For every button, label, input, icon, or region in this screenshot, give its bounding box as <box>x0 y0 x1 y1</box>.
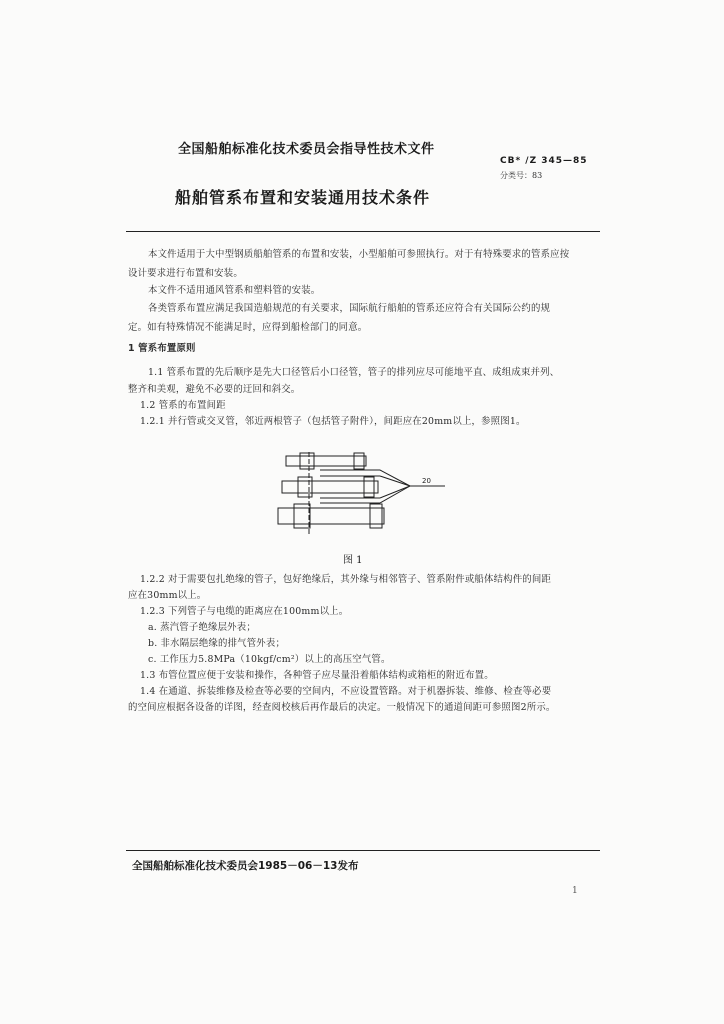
clause-1-2-3-heading: 1.2.3 下列管子与电缆的距离应在100mm以上。 <box>140 606 349 617</box>
classification-number: 分类号：83 <box>500 171 543 180</box>
footer-rule <box>126 850 600 851</box>
clause-1-2-heading: 1.2 管系的布置间距 <box>140 400 226 411</box>
header-rule <box>126 231 600 232</box>
clause-1-2-2-line-2: 应在30mm以上。 <box>128 590 207 601</box>
clause-1-2-3-item-b: b. 非水隔层绝缘的排气管外表； <box>148 638 286 649</box>
publication-footer: 全国船舶标准化技术委员会1985－06－13发布 <box>132 860 359 872</box>
page-number: 1 <box>572 886 578 896</box>
clause-1-1-line-1: 1.1 管系布置的先后顺序是先大口径管后小口径管，管子的排列应尽可能地平直、成组成束并列、 <box>148 367 560 378</box>
clause-1-4-line-2: 的空间应根据各设备的详图，经查阅校核后再作最后的决定。一般情况下的通道间距可参照图2所示。 <box>128 702 556 713</box>
intro-paragraph-3-line-2: 定。如有特殊情况不能满足时，应得到船检部门的同意。 <box>128 322 368 333</box>
clause-1-2-3-item-a: a. 蒸汽管子绝缘层外表； <box>148 622 256 633</box>
intro-paragraph-1-line-1: 本文件适用于大中型钢质船舶管系的布置和安装，小型船舶可参照执行。对于有特殊要求的管系应按 <box>148 249 570 260</box>
pipe-2-flange <box>298 477 312 497</box>
intro-paragraph-1-line-2: 设计要求进行布置和安装。 <box>128 268 243 279</box>
clause-1-2-1: 1.2.1 并行管或交叉管，邻近两根管子（包括管子附件），间距应在20mm以上，参照图1。 <box>140 416 526 427</box>
clause-1-2-3-item-c: c. 工作压力5.8MPa（10kgf/cm²）以上的高压空气管。 <box>148 654 391 665</box>
clause-1-3: 1.3 布管位置应便于安装和操作，各种管子应尽量沿着船体结构或箱柜的附近布置。 <box>140 670 494 681</box>
section-1-heading: 1 管系布置原则 <box>128 343 196 354</box>
intro-paragraph-2: 本文件不适用通风管系和塑料管的安装。 <box>148 285 321 296</box>
intro-paragraph-3-line-1: 各类管系布置应满足我国造船规范的有关要求，国际航行船舶的管系还应符合有关国际公约的规 <box>148 303 551 314</box>
figure-1-caption: 图 1 <box>343 555 363 566</box>
clause-1-2-2-line-1: 1.2.2 对于需要包扎绝缘的管子，包好绝缘后，其外缘与相邻管子、管系附件或船体结构件的间距 <box>140 574 552 585</box>
spacing-dimension-label: 20 <box>422 477 431 485</box>
pipe-1-flange <box>300 453 314 469</box>
pipe-spacing-figure <box>270 448 450 538</box>
issuing-organization: 全国船舶标准化技术委员会指导性技术文件 <box>178 142 435 157</box>
clause-1-1-line-2: 整齐和美观，避免不必要的迂回和斜交。 <box>128 384 301 395</box>
document-title: 船舶管系布置和安装通用技术条件 <box>175 188 431 207</box>
standard-number: CB* /Z 345—85 <box>500 156 588 166</box>
clause-1-4-line-1: 1.4 在通道、拆装维修及检查等必要的空间内，不应设置管路。对于机器拆装、维修、检查等必要 <box>140 686 552 697</box>
